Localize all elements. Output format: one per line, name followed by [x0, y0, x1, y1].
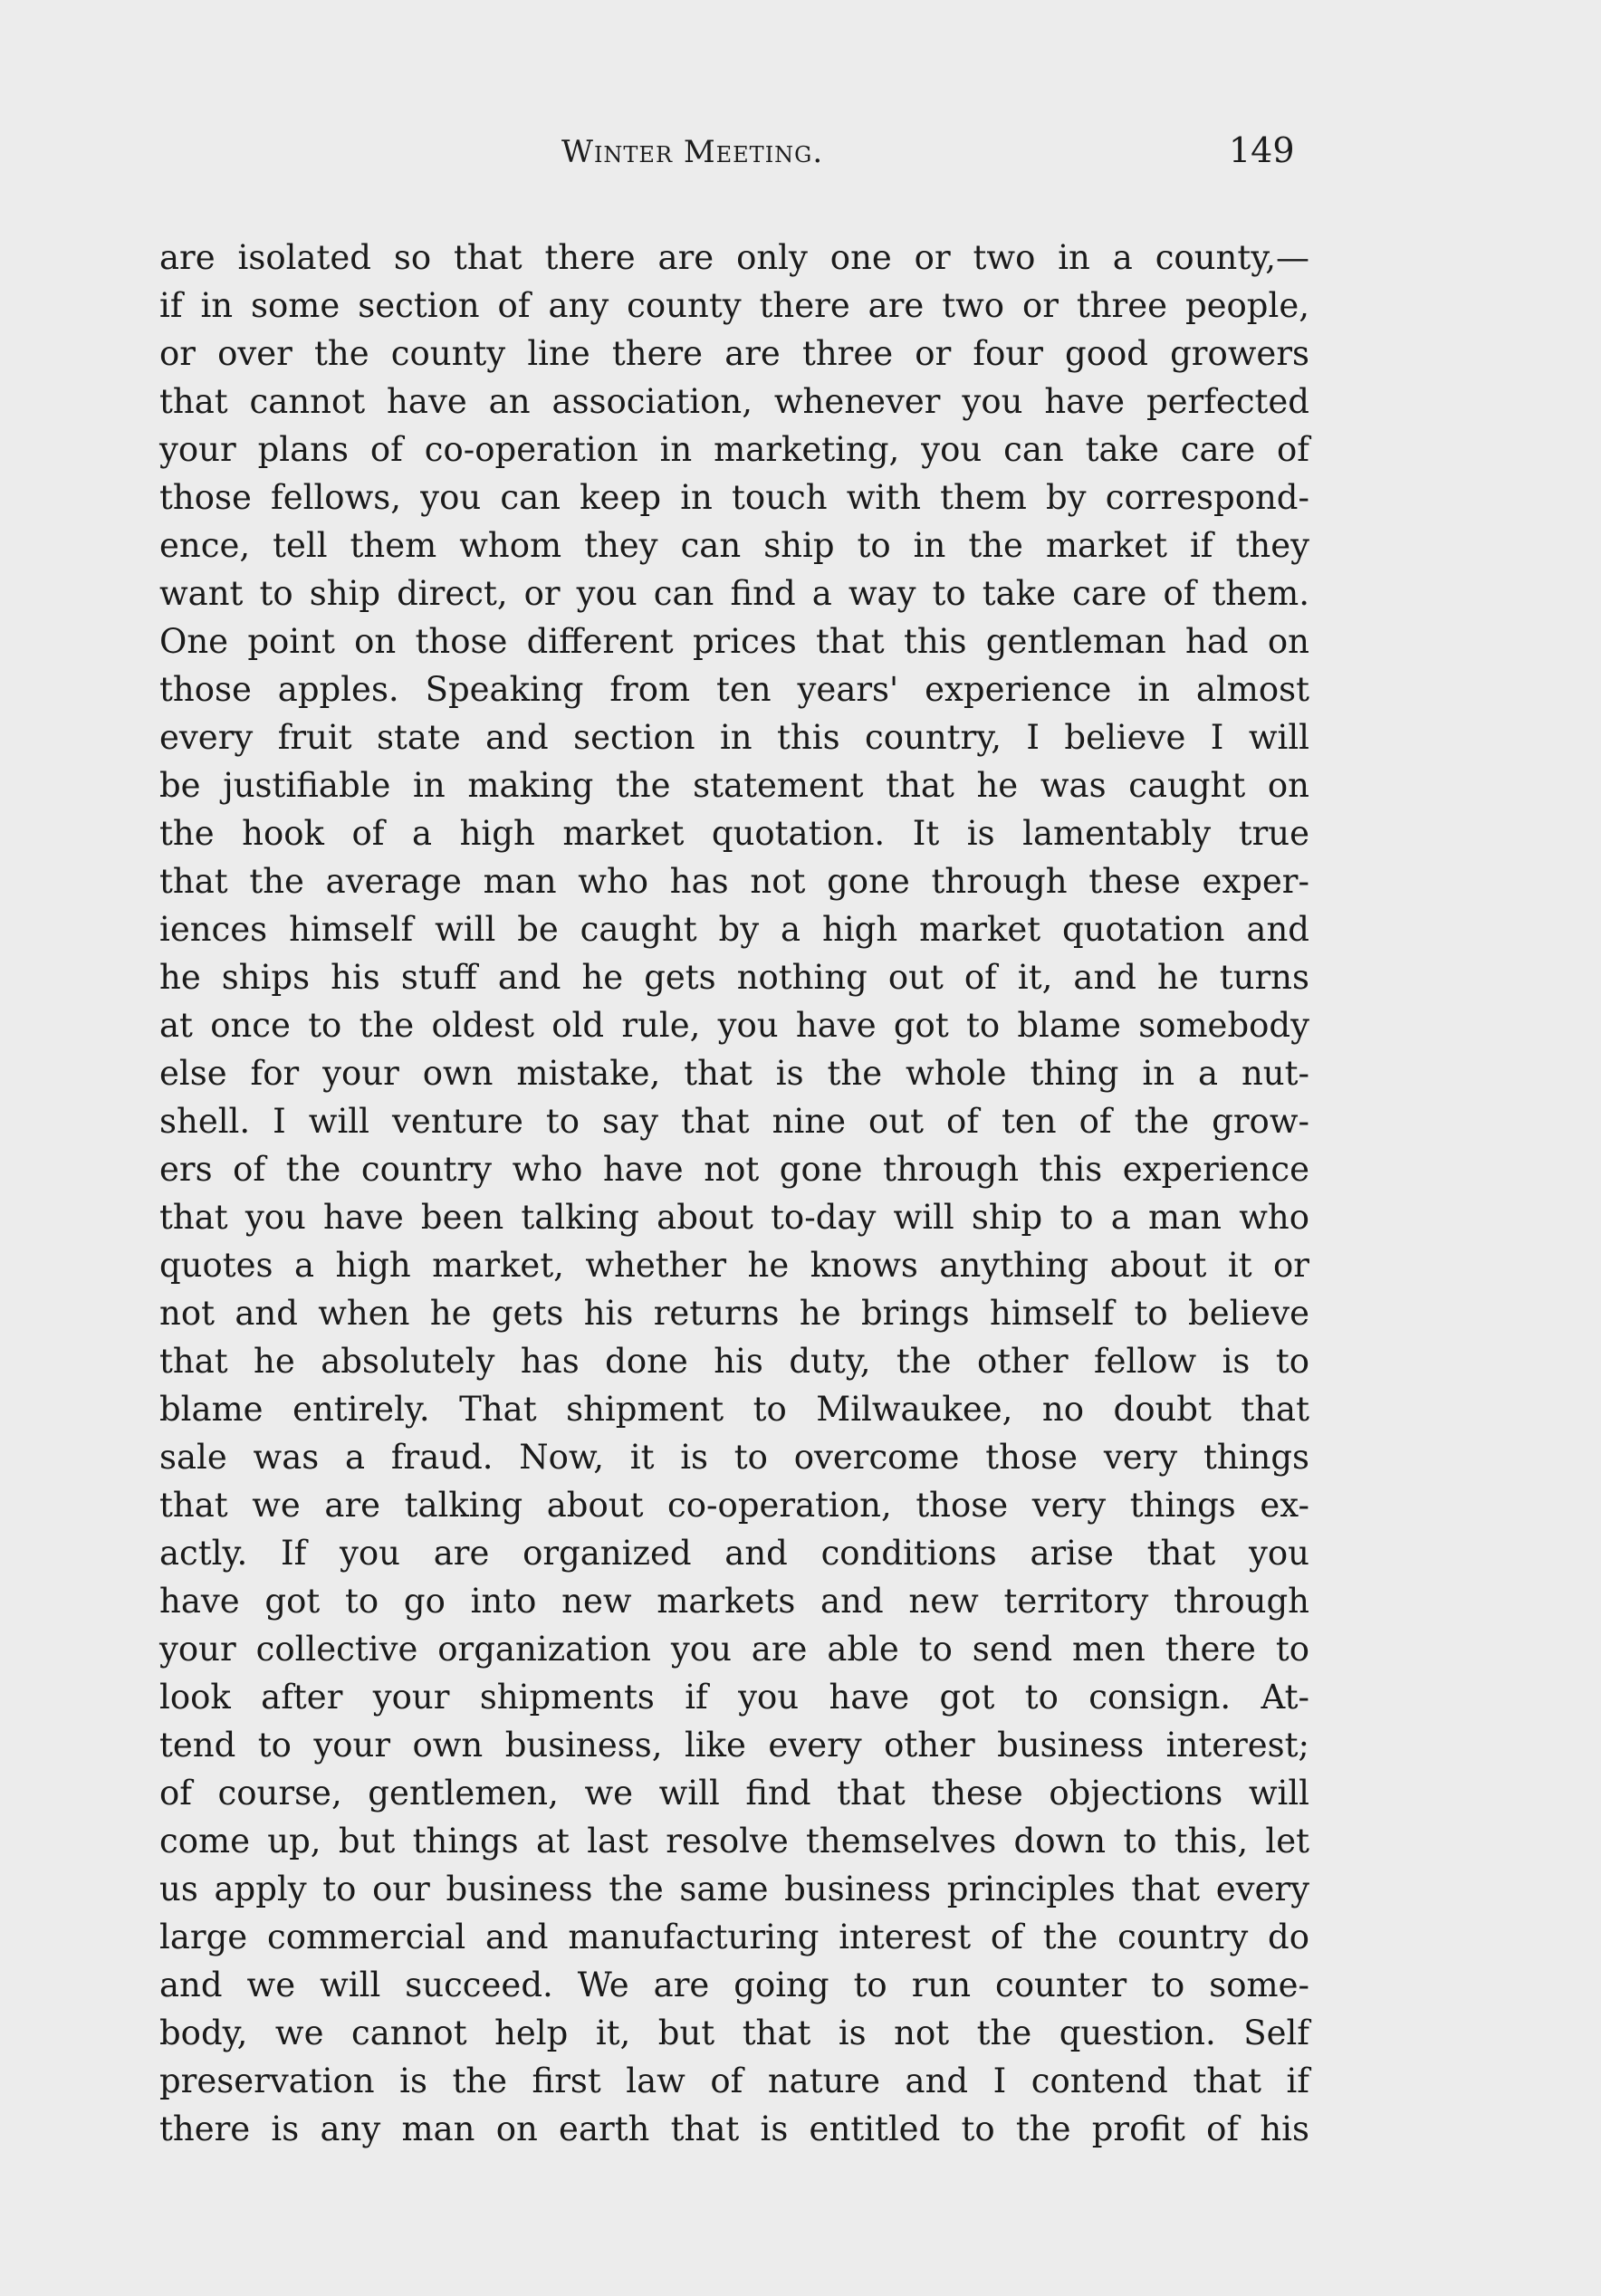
- text-line: iences himself will be caught by a high market quotation and: [159, 910, 1309, 949]
- text-line: else for your own mistake, that is the whole thing in a nut-: [159, 1054, 1309, 1093]
- text-line: blame entirely. That shipment to Milwaukee, no doubt that: [159, 1390, 1309, 1429]
- text-line: he ships his stuff and he gets nothing out of it, and he turns: [159, 958, 1309, 997]
- text-line: sale was a fraud. Now, it is to overcome those very things: [159, 1438, 1309, 1477]
- text-line: are isolated so that there are only one or two in a county,—: [159, 238, 1309, 277]
- text-line: that the average man who has not gone through these exper-: [159, 862, 1309, 901]
- text-line: that he absolutely has done his duty, the other fellow is to: [159, 1342, 1309, 1381]
- text-line: your collective organization you are able to send men there to: [159, 1630, 1309, 1669]
- text-line: body, we cannot help it, but that is not the question. Self: [159, 2014, 1309, 2052]
- text-line: large commercial and manufacturing interest of the country do: [159, 1918, 1309, 1956]
- text-line: not and when he gets his returns he brings himself to believe: [159, 1294, 1309, 1333]
- text-line: look after your shipments if you have got to consign. At-: [159, 1678, 1309, 1717]
- text-line: quotes a high market, whether he knows anything about it or: [159, 1246, 1309, 1285]
- text-line: preservation is the first law of nature and I contend that if: [159, 2062, 1309, 2100]
- page-number: 149: [1229, 130, 1295, 170]
- text-line: those apples. Speaking from ten years' experience in almost: [159, 670, 1309, 709]
- text-line: tend to your own business, like every other business interest;: [159, 1726, 1309, 1765]
- text-line: be justifiable in making the statement that he was caught on: [159, 766, 1309, 805]
- text-line: and we will succeed. We are going to run counter to some-: [159, 1966, 1309, 2004]
- text-line: ence, tell them whom they can ship to in the market if they: [159, 526, 1309, 565]
- text-line: that you have been talking about to-day will ship to a man who: [159, 1198, 1309, 1237]
- text-line: shell. I will venture to say that nine out of ten of the grow-: [159, 1102, 1309, 1141]
- text-line: or over the county line there are three or four good growers: [159, 334, 1309, 373]
- text-line: us apply to our business the same business principles that every: [159, 1870, 1309, 1909]
- text-line: every fruit state and section in this country, I believe I will: [159, 718, 1309, 757]
- text-line: at once to the oldest old rule, you have got to blame somebody: [159, 1006, 1309, 1045]
- text-line: One point on those different prices that this gentleman had on: [159, 622, 1309, 661]
- text-line: your plans of co-operation in marketing, you can take care of: [159, 430, 1309, 469]
- running-head: [0, 130, 1601, 188]
- text-line: those fellows, you can keep in touch with them by correspond-: [159, 478, 1309, 517]
- text-line: there is any man on earth that is entitled to the profit of his: [159, 2109, 1309, 2148]
- text-line: the hook of a high market quotation. It is lamentably true: [159, 814, 1309, 853]
- text-line: want to ship direct, or you can find a way to take care of them.: [159, 574, 1309, 613]
- text-line: that we are talking about co-operation, those very things ex-: [159, 1486, 1309, 1525]
- text-line: come up, but things at last resolve themselves down to this, let: [159, 1822, 1309, 1861]
- text-line: have got to go into new markets and new territory through: [159, 1582, 1309, 1621]
- text-line: if in some section of any county there are two or three people,: [159, 286, 1309, 325]
- text-line: actly. If you are organized and conditions arise that you: [159, 1534, 1309, 1573]
- text-line: of course, gentlemen, we will find that these objections will: [159, 1774, 1309, 1813]
- text-line: that cannot have an association, whenever you have perfected: [159, 382, 1309, 421]
- running-head-title: Winter Meeting.: [561, 134, 824, 170]
- body-text: [159, 234, 1309, 2153]
- text-line: ers of the country who have not gone through this experience: [159, 1150, 1309, 1189]
